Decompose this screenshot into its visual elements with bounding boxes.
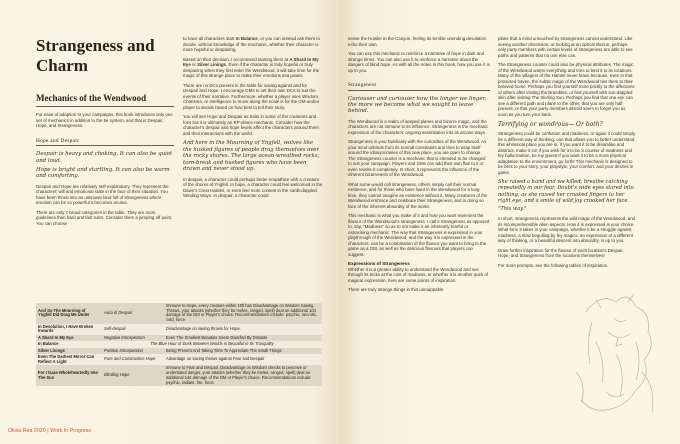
right-column-2 <box>498 36 636 272</box>
table-row <box>36 365 322 386</box>
normal-existence-paragraph: What some would call strangeness, others simply call their normal existence, and for those who have lived in the Wendwood for a long time, they cannot imagine an existence without it. Many creatures of the Wendwood embrace and celebrate their Strangeness, and in doing so face of the inherent absurdity of the world. <box>348 181 488 209</box>
table-cell-effect: Immune to Hope, every creature within 10ft has Disadvantage on Wisdom Saving Throws, your attacks (whether they be melee, ranged, spell) deal an additional 1d4 damage of the DM or Player's choice. Recommendations include: psychic, necrotic, cold, force. <box>164 303 322 324</box>
table-cell-effect: Advantage on saving throws against Fear and Despair <box>164 354 322 365</box>
dc-paragraph: There are no DCs present in the table for saving against and for Despair and Hope. I encourage GMs to set their own DCs to suit the events of their narrative. Furthermore, whether a player uses Wisdom, Charisma, or Intelligence to move along the scale is for the GM and/or player to decide based on how best to tell their story. <box>183 82 320 110</box>
text-run: or <box>190 62 198 67</box>
table-cell-name: In Balance <box>36 341 102 347</box>
shard-term: A Shard In My Eye <box>183 56 319 67</box>
table-cell-name: For I Gaze Wholeheartedly Into The Sun <box>36 365 102 386</box>
despair-hope-explanation: Despair and Hope are relatively self-explanatory. They represent the characters' will and emotional state in the face of their situation. You have been thrust into an unknown land full of strangeness where emotion can be so powerful it becomes arcane. <box>36 183 169 206</box>
realm-paragraph: The Wendwood is a realm of warped planes and bizarre magic, and the characters are not immune to its influence. Strangeness is the mechanic expression of the characters' ongoing assimilation into its arcane ways. <box>348 118 489 135</box>
silver-linings-term: Silver Linings <box>197 62 226 67</box>
handwritten-quote-raised-hand: She raised a hand and we killed, breathe catching repeatedly in our fear. Doubt's wide eyes stared into nothing, as she raised her crooked fingers to her right eye, and a smile of wild joy crooked her face. <box>498 179 634 204</box>
table-cell-effect: Being Present And Taking Time To Appreciate The Small Things <box>164 348 322 354</box>
handwritten-quote-yngfell: And here in the Mourning of Yngfell, wolves like the husked figures of people drag themselves over the rocky shores. The large ocean-wreathed rocks, torn-break and husked figures who have been drawn and never stood up. <box>183 140 320 173</box>
table-cell-effect: The Blue Hour of Dusk Between Worlds Is Beautiful in Its Tranquility <box>102 341 322 347</box>
categories-paragraph: There are only 7 broad categories in the table. They are more guidelines than hard and fast rules. Consider them a jumping off point. You can choose <box>36 209 173 226</box>
title-line-1: Strangeness and <box>36 36 155 55</box>
right-column-1 <box>348 36 490 297</box>
footer <box>8 428 91 434</box>
page-title <box>36 36 174 76</box>
footer-status: Work In Progress <box>50 428 91 434</box>
hope-despair-divider <box>36 145 174 146</box>
right-page <box>340 0 680 444</box>
handwritten-quote-terrifying: Terrifying or wondrous— Or both? <box>498 121 603 128</box>
table-cell-effect: Even The Smallest Beauties Seem Dwarfed By Distaste <box>164 335 322 341</box>
despair-empathy-paragraph: In despair, a character could perhaps better empathise with a creature of the shores of Yngfell. In hope, a character could feel welcomed in the Dawn's Crest Hamlet, or even feel more content in the sunlit-dappled Winding Ways. In despair, a character could <box>183 176 323 199</box>
confusion-paragraph: Strangeness could be confusion and madness, or again it could simply be a different way of thinking, one that allows you to better understand this whimsical place you are in. If you want it to be dreamlike and abstract, make it so! If you wish for it to be a counter of madness and fey hallucination, be my guest! If you want it to be a more physical adaptation to the environment, go forth! This mechanic is designed to be bent to your story, your playstyle, your comfort, and your desires in game. <box>498 131 636 175</box>
recommend-start-paragraph <box>183 57 323 79</box>
howler-paragraph: sense the Howler in the Canyon, feeling its terrible unending desolation echo their own. <box>348 36 487 47</box>
table-cell-type: Self-despair <box>102 324 164 335</box>
in-short-paragraph: In short, strangeness represents the wild magic of the Wendwood, and its incomprehensible alien aspects. How it is expressed is your choice. What form it takes in your campaign, whether it be a struggle against madness, a slow beguiling by fey magics, an expression of a different way of thinking, or a beautiful descent into absurdity, is up to you. <box>498 216 636 244</box>
start-balance-paragraph <box>183 36 323 53</box>
table-cell-name: Even The Darkest Mirror Can Reflect A Light <box>36 354 102 365</box>
text-run: . Even if the character is truly hopeful or truly despairing when they first enter the Wendwood, it will take time for the magic of this strange place to make their emotions into power. <box>183 62 320 78</box>
wolf-sketch-illustration <box>556 272 676 422</box>
table-cell-effect: Immune to Fear and Despair, Disadvantage on Wisdom checks to perceive or understand danger, your attacks (whether they be melee, ranged, spell) deal an additional 1d4 damage of the DM or Player's choice. Recommendations include: psychic, radiant, fire, force. <box>164 365 322 386</box>
traits-paragraph: You will see Hope and Despair as traits in some of the creatures and foes but it is ultimately an RP-driven mechanic. Consider how the character's despair and hope levels affect the characters around them and their interactions with the world. <box>183 114 319 136</box>
strangeness-heading: Strangeness <box>348 82 377 88</box>
text-run: to have all characters start <box>183 36 236 41</box>
mechanic-flavour-paragraph: This mechanic is what you make of it and how you want represent the flavour of the Wendwood's strangeness. I call it Strangeness as opposed to, say, "Madness" so as to not make it an inherently fearful or ostracising mechanic. The way that Strangeness is expressed in your playthrough of the Wendwood, and the way it is expressed in the characters, can be a combination of the flavour you want to bring to the game as a GM, as well as the delicious flavours that players can suggest. <box>348 213 490 257</box>
table-cell-type: Negative Introspection <box>102 335 164 341</box>
narrative-paragraph: You can use this mechanic to reinforce a narrative of hope in dark and strange times. You can also use it to reinforce a narrative about the dangers of blind hope. As with all the notes in this book, how you use it is up to you. <box>348 51 490 73</box>
in-balance-term: In Balance <box>235 36 258 41</box>
physical-attributes-paragraph: The Strangeness counter could also be physical attributes. The magic of the Wendwood warps everything and tries to bind it to its locations. Many of the villagers of the Hamlet never leave because, even in that protected haven, the subtle magic of the Wendwood ties them to their beloved home. Perhaps you find yourself more prickly to the affections of others after visiting the Brambles, or find yourself with sun-dappled skin after visiting The Skirling Sun. Perhaps you find that one eye can see a different path and plane to the other, that you are only half present, or that your party members almost seem to forget you as soon as you turn your back. <box>498 62 635 117</box>
footer-author: Olivia Rea 2020 <box>8 428 46 434</box>
table-cell-name: And So The Mourning of Yngfell Did Drag Me Under <box>36 303 102 324</box>
table-row <box>36 324 322 335</box>
plane-paragraph: plane that a mind untouched by strangeness cannot understand. Like seeing another dimension, or looking at an optical illusion, perhaps only party members with certain levels of strangeness are able to see paths and patterns that no one else can. <box>498 36 633 58</box>
text-run: , or you can instead ask them to decide, without knowledge of the mechanic, whether their character is more hopeful or despairing. <box>183 36 320 52</box>
handwritten-quote-despair: Despair is heavy and choking. It can also be quiet and loud. <box>36 151 173 164</box>
inspiration-paragraph: Draw further inspiration for the flavour of each location's Despair, Hope, and Strangeness from the locations themselves! <box>498 247 624 259</box>
hope-despair-heading: Hope and Despair <box>36 137 80 144</box>
text-run: Based on their decision, I recommend starting them at <box>183 56 290 62</box>
table-cell-type: Blinding Hope <box>102 365 164 386</box>
table-cell-effect: Disadvantage on saving throws for Hope. <box>164 324 322 335</box>
strangeness-divider <box>348 90 490 91</box>
familiarity-paragraph: Strangeness is your familiarity with the curiosities of the Wendwood. As your mind unbinds from its normal constraints and tries to wrap itself around the idiosyncrasies of this new place, you are open to change. The Strangeness counter is a mechanic that is intended to be changed to suit your campaign. Players and GMs can add their own flair to it or even rewrite it completely. In short, it represents the influence of the inherent bizarreness of the Wendwood. <box>348 139 487 178</box>
section-divider <box>36 106 174 107</box>
title-line-2: Charm <box>36 56 88 75</box>
handwritten-quote-hope: Hope is bright and startling. It can also be warm and comforting. <box>36 166 170 180</box>
intro-paragraph: For ease of adaption to your campaigns, this book introduces only one set of mechanics in addition to the 5e system, and that is Despair, Hope, and Strangeness. <box>36 112 173 128</box>
footer-separator: | <box>47 428 49 434</box>
expressions-heading: Expressions of Strangeness <box>348 261 410 267</box>
unmappable-paragraph: There are truly strange things in this unmappable <box>348 287 444 293</box>
left-column-1 <box>36 36 174 230</box>
handwritten-quote-curiouser: Curiouser and curiouser how the longer we linger, the more we become what we sought to leave behind. <box>348 95 487 115</box>
table-cell-name: Silver Linings <box>36 348 102 354</box>
table-cell-type: Aura of Despair <box>102 303 164 324</box>
expressions-paragraph: Whether it is a greater ability to understand the Wendwood and see through its tricks at the cost of madness, or whether it is another quirk of magical expression, here are some points of inspiration. <box>348 266 489 283</box>
left-column-2 <box>183 36 323 203</box>
prompts-paragraph: For more prompts, see the following tables of inspiration. <box>498 262 609 268</box>
section-title: Mechanics of the Wendwood <box>36 93 147 103</box>
table-row <box>36 303 322 324</box>
table-cell-type: Pure and Constructive Hope <box>102 354 164 365</box>
table-cell-type: Positive Introspection <box>102 348 164 354</box>
table-row <box>36 354 322 365</box>
table-cell-name: In Desolation, I Have Broken Inwards <box>36 324 102 335</box>
handwritten-quote-this-way: "This way." <box>498 206 527 213</box>
hope-despair-table <box>36 303 322 386</box>
table-cell-name: A Shard In My Eye <box>36 335 102 341</box>
